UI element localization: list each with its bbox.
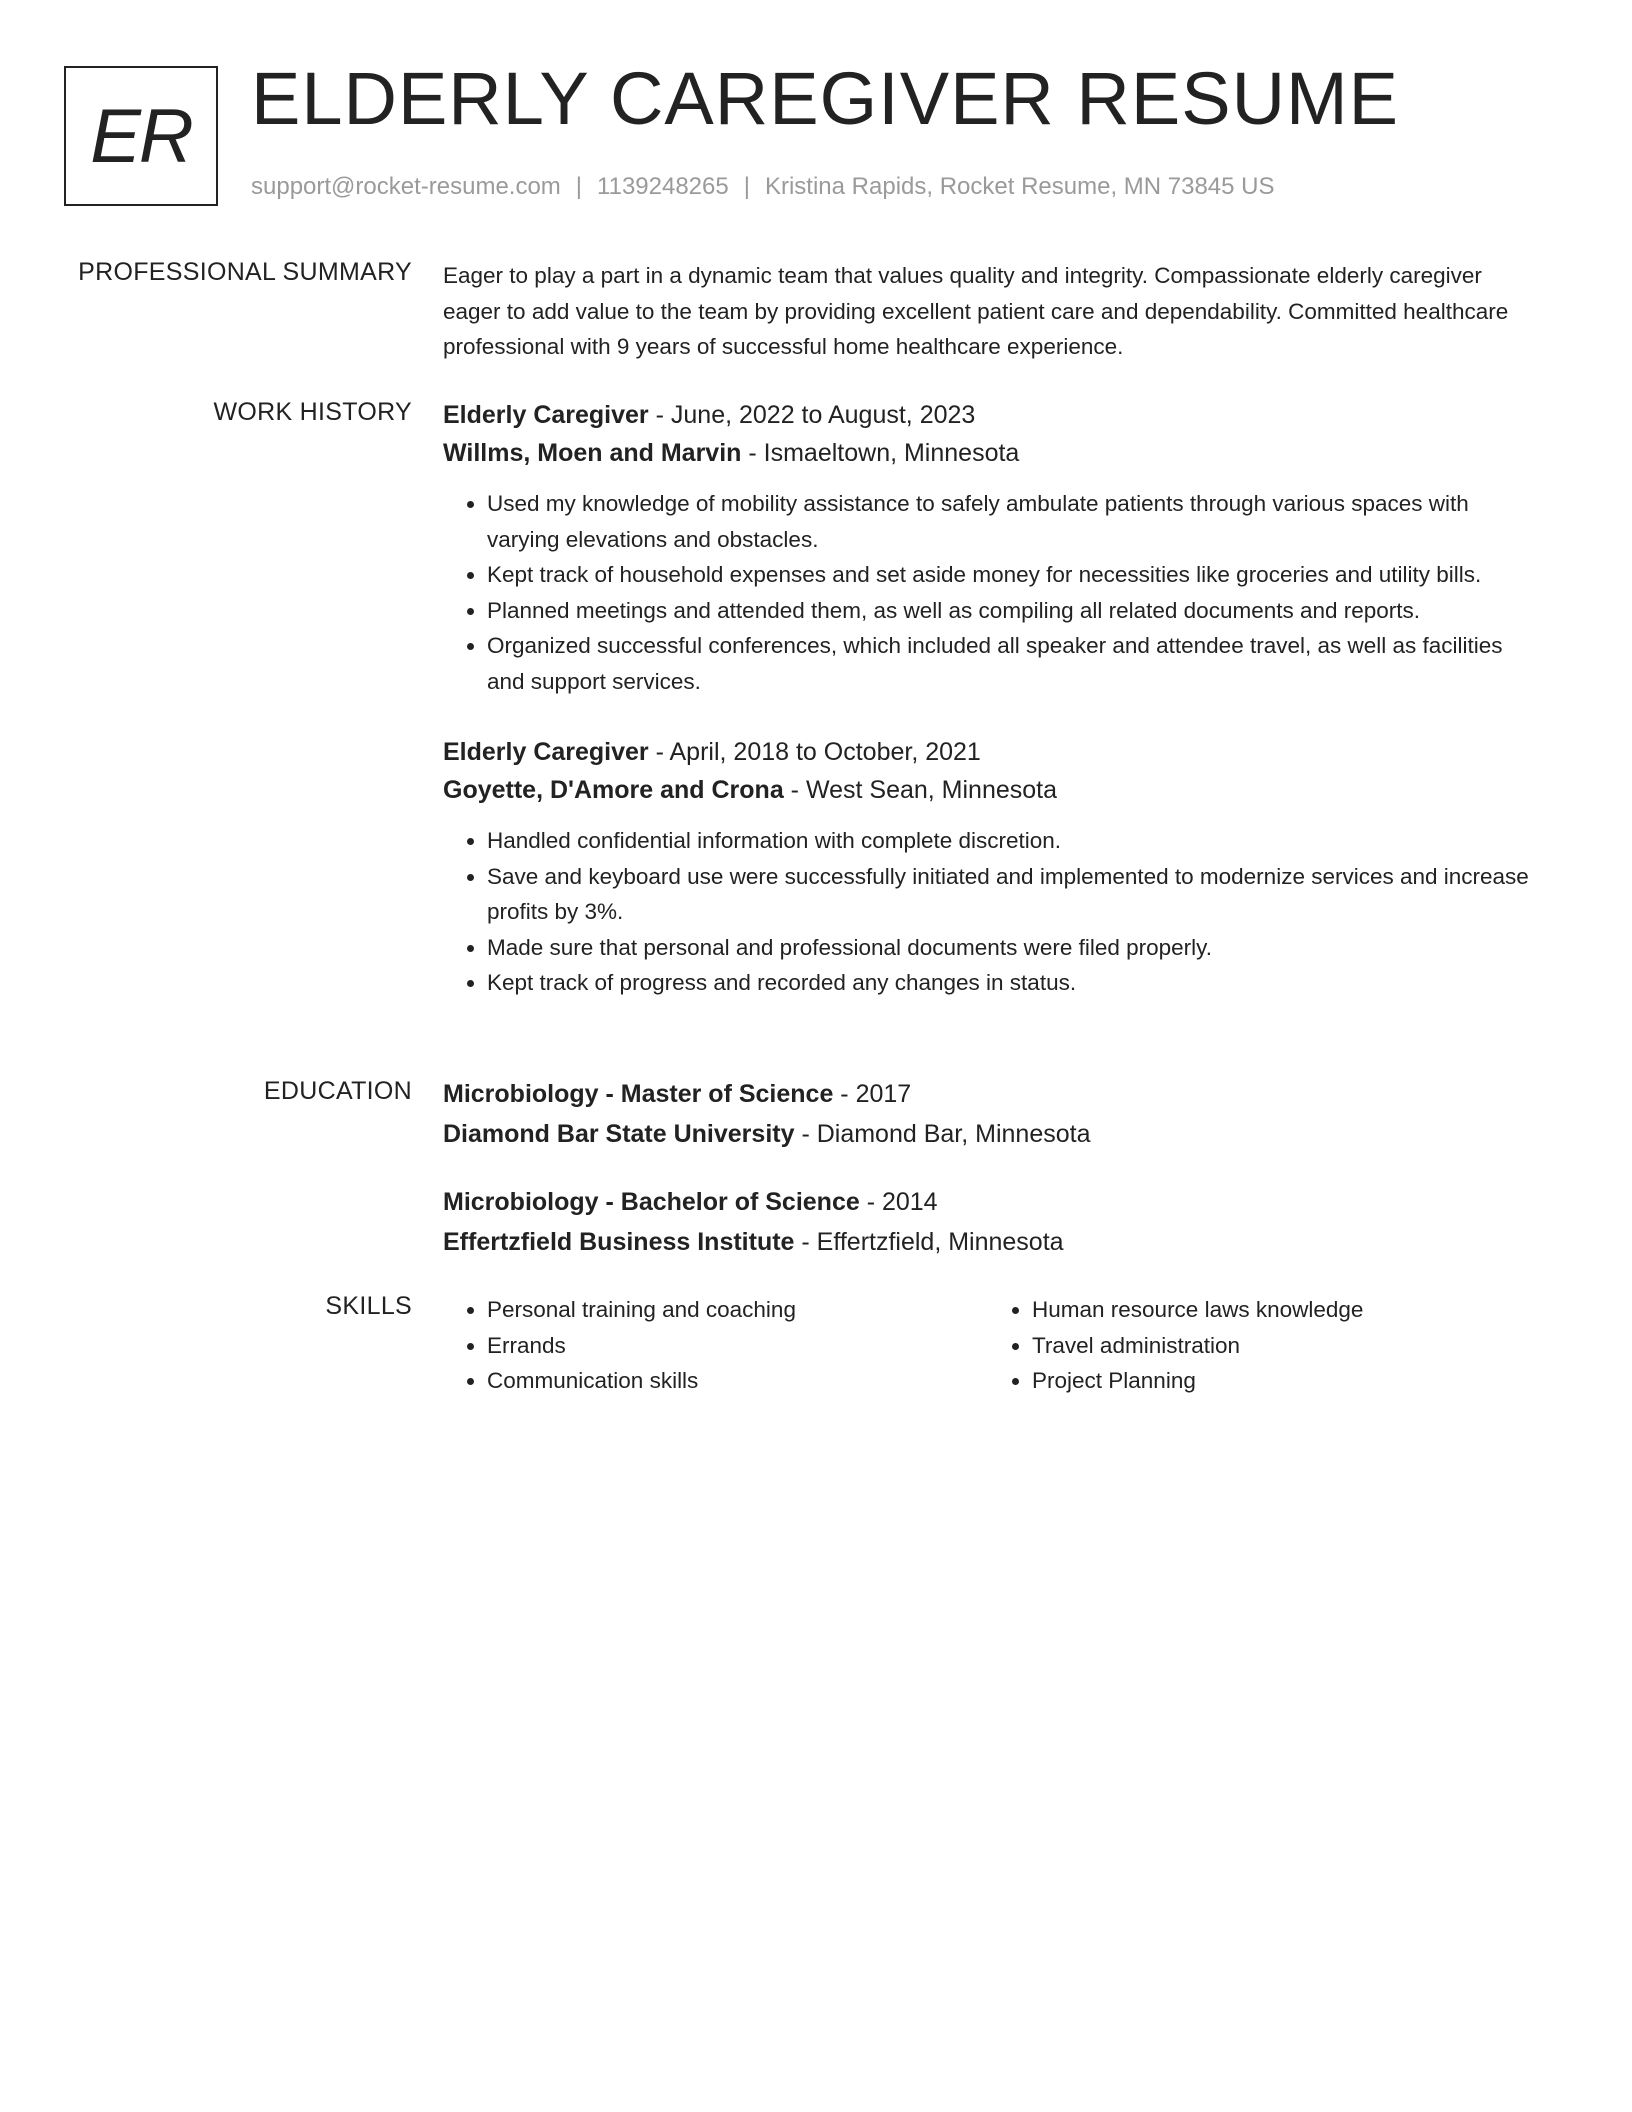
job-company: Goyette, D'Amore and Crona [443, 776, 784, 804]
education-degree: Microbiology - Master of Science [443, 1080, 834, 1108]
job-bullet: • Used my knowledge of mobility assistance to safely ambulate patients through various spaces with varying elevations and obstacles. [487, 486, 1533, 557]
job-location: - West Sean, Minnesota [783, 776, 1058, 804]
job-company-line [443, 434, 1533, 472]
job-title-line [443, 733, 1533, 771]
skills-column-right [988, 1292, 1533, 1399]
skill-item: • Communication skills [487, 1363, 988, 1399]
contact-separator: | [575, 173, 583, 200]
contact-line [251, 173, 1275, 202]
job-bullet: • Organized successful conferences, which included all speaker and attendee travel, as well as facilities and support services. [487, 628, 1533, 699]
skill-item: • Personal training and coaching [487, 1292, 988, 1328]
job-title-line [443, 396, 1533, 434]
education-body [443, 1075, 1533, 1261]
education-year: - 2017 [833, 1080, 912, 1108]
skills-body [443, 1292, 1533, 1399]
job-company-line [443, 771, 1533, 809]
job-company: Willms, Moen and Marvin [443, 439, 742, 467]
job-bullet: • Handled confidential information with complete discretion. [487, 823, 1533, 859]
job-dates: - June, 2022 to August, 2023 [648, 401, 976, 429]
education-year: - 2014 [859, 1188, 938, 1216]
education-degree-line [443, 1183, 1533, 1221]
skills-grid [443, 1292, 1533, 1399]
education-degree: Microbiology - Bachelor of Science [443, 1188, 860, 1216]
job-title: Elderly Caregiver [443, 401, 649, 429]
job-title: Elderly Caregiver [443, 738, 649, 766]
skill-item: • Project Planning [1032, 1363, 1533, 1399]
contact-phone: 1139248265 [597, 173, 729, 200]
work-history-body [443, 396, 1533, 1001]
summary-body [443, 258, 1533, 365]
monogram-initials: ER [90, 93, 192, 179]
education-entry [443, 1183, 1533, 1261]
education-heading: EDUCATION [263, 1077, 412, 1105]
education-school: Diamond Bar State University [443, 1120, 795, 1148]
job-entry [443, 396, 1533, 699]
skills-column-left [443, 1292, 988, 1399]
job-entry [443, 733, 1533, 1001]
summary-heading: PROFESSIONAL SUMMARY [78, 258, 412, 286]
skill-item: • Errands [487, 1328, 988, 1364]
skills-list [443, 1292, 988, 1399]
education-school-line [443, 1115, 1533, 1153]
education-location: - Diamond Bar, Minnesota [794, 1120, 1091, 1148]
job-bullet: • Planned meetings and attended them, as well as compiling all related documents and reports. [487, 593, 1533, 629]
summary-text: Eager to play a part in a dynamic team that values quality and integrity. Compassionate elderly caregiver eager to add value to the team by providing excellent patient care and dependability. Committed healthcare professional with 9 years of successful home healthcare experience. [443, 263, 1509, 359]
education-entry [443, 1075, 1533, 1153]
skills-list [988, 1292, 1533, 1399]
job-dates: - April, 2018 to October, 2021 [648, 738, 981, 766]
job-bullet: • Made sure that personal and professional documents were filed properly. [487, 930, 1533, 966]
contact-email: support@rocket-resume.com [251, 173, 561, 200]
work-history-heading: WORK HISTORY [213, 398, 412, 426]
job-location: - Ismaeltown, Minnesota [741, 439, 1020, 467]
job-bullet: • Kept track of progress and recorded any changes in status. [487, 965, 1533, 1001]
job-bullets [443, 823, 1533, 1001]
education-degree-line [443, 1075, 1533, 1113]
education-location: - Effertzfield, Minnesota [794, 1228, 1064, 1256]
resume-title: ELDERLY CAREGIVER RESUME [251, 57, 1400, 140]
monogram-box [64, 66, 218, 206]
skill-item: • Human resource laws knowledge [1032, 1292, 1533, 1328]
job-bullet: • Kept track of household expenses and set aside money for necessities like groceries and utility bills. [487, 557, 1533, 593]
job-bullet: • Save and keyboard use were successfully initiated and implemented to modernize services and increase profits by 3%. [487, 859, 1533, 930]
education-school-line [443, 1223, 1533, 1261]
contact-address: Kristina Rapids, Rocket Resume, MN 73845 US [764, 173, 1275, 200]
skill-item: • Travel administration [1032, 1328, 1533, 1364]
contact-separator: | [743, 173, 750, 200]
job-bullets [443, 486, 1533, 699]
skills-heading: SKILLS [325, 1292, 412, 1320]
education-school: Effertzfield Business Institute [443, 1228, 795, 1256]
